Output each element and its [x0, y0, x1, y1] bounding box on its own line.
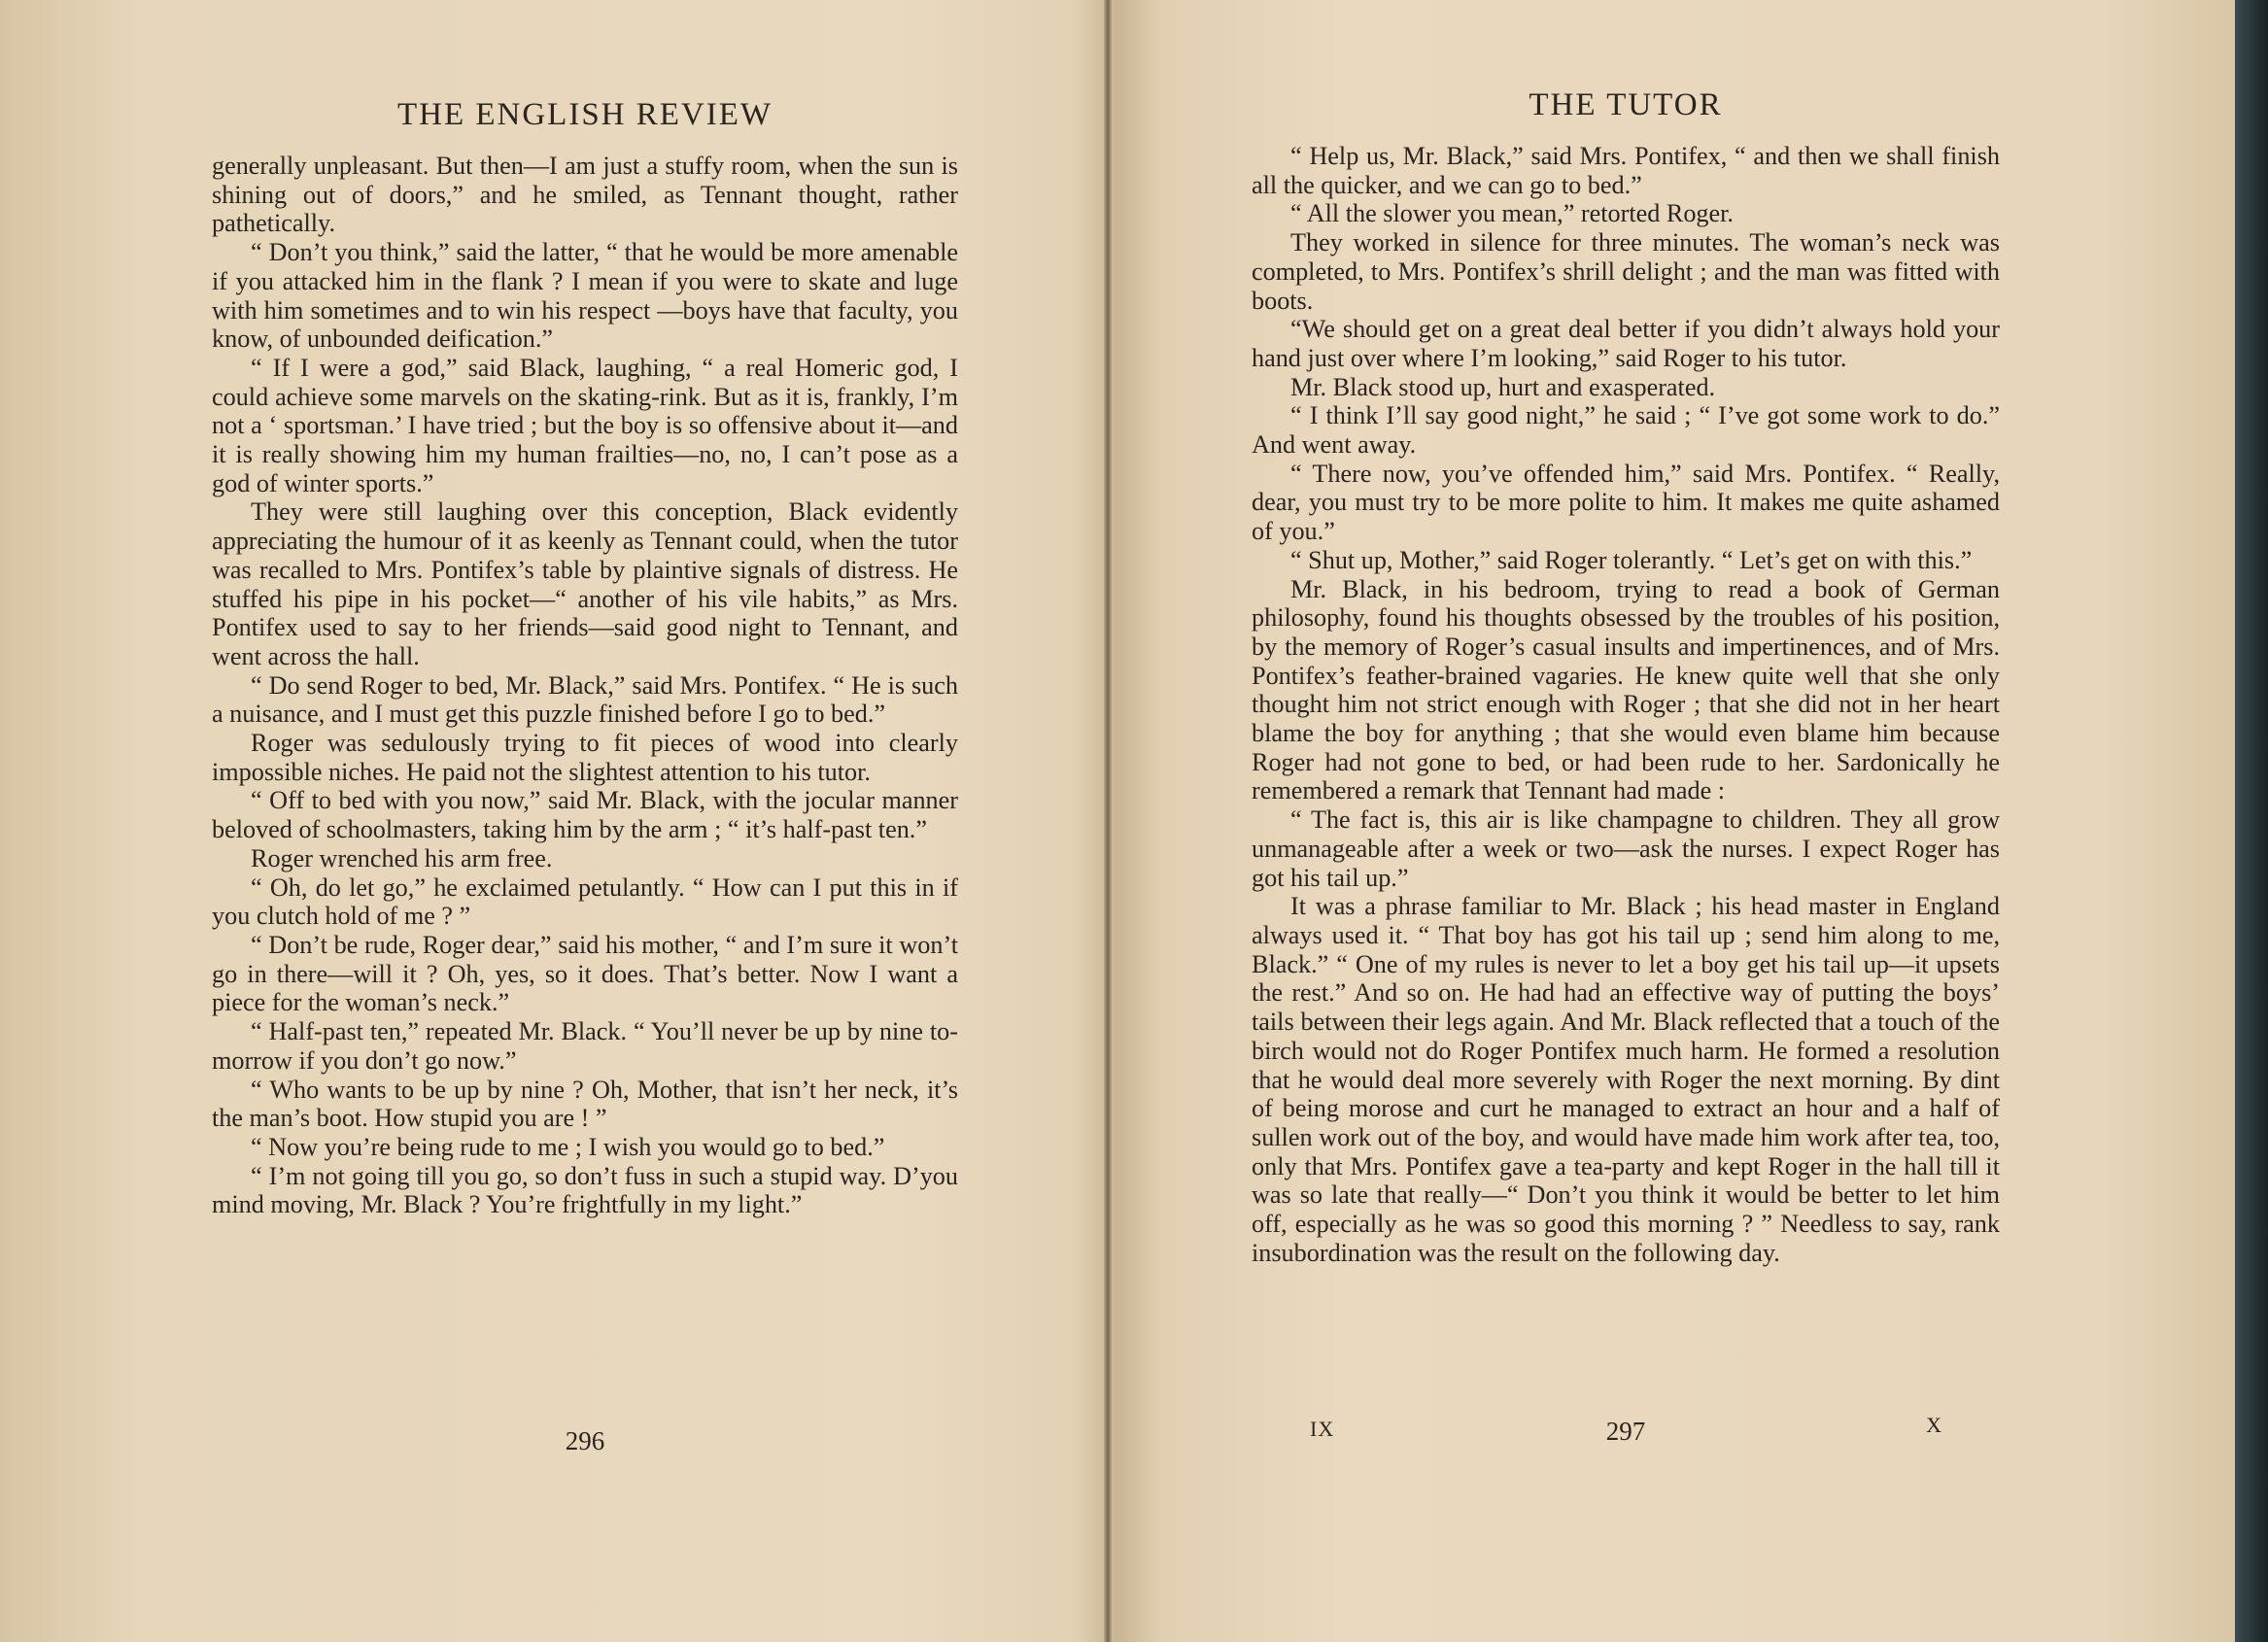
paragraph: “ Oh, do let go,” he exclaimed petulantly. “ How can I put this in if you clutch hold of me ? ”	[212, 872, 958, 931]
paragraph: It was a phrase familiar to Mr. Black ; his head master in England always used it. “ That boy has got his tail up ; send him along to me, Black.” “ One of my rules is never to let a boy get his tail up—it upsets the rest.” And so on. He had had an effective way of putting the boys’ tails between their legs again. And Mr. Black reflected that a touch of the birch would not do Roger Pontifex much harm. He formed a resolution that he would deal more severely with Roger the next morning. By dint of being morose and curt he managed to extract an hour and a half of sullen work out of the boy, and would have made him work after tea, too, only that Mrs. Pontifex gave a tea-party and kept Roger in the hall till it was so late that really—“ Don’t you think it would be better to let him off, especially as he was so good this morning ? ” Needless to say, rank insubordination was the result on the following day.	[1252, 892, 2000, 1267]
paragraph: “ Now you’re being rude to me ; I wish you would go to bed.”	[251, 1132, 885, 1161]
paragraph: generally unpleasant. But then—I am just a stuffy room, when the sun is shining out of doors,” and he smiled, as Tennant thought, rather pathetically.	[212, 152, 958, 238]
paragraph: “ If I were a god,” said Black, laughing, “ a real Homeric god, I could achieve some marvels on the skating-rink. But as it is, frankly, I’m not a ‘ sportsman.’ I have tried ; but the boy is so offensive about it—and it is really showing him my human frailties—no, no, I can’t pose as a god of winter sports.”	[212, 353, 958, 497]
running-head-right: THE TUTOR	[1529, 87, 1723, 122]
paragraph: “ Don’t you think,” said the latter, “ that he would be more amenable if you attacked him in the flank ? I mean if you were to skate and luge with him sometimes and to win his respect —boys have that faculty, you know, of unbounded deification.”	[212, 238, 958, 354]
paragraph: “ Don’t be rude, Roger dear,” said his mother, “ and I’m sure it won’t go in there—will it ? Oh, yes, so it does. That’s better. Now I want a piece for the woman’s neck.”	[212, 930, 958, 1017]
paragraph: “ Help us, Mr. Black,” said Mrs. Pontifex, “ and then we shall finish all the quicker, and we can go to bed.”	[1252, 142, 2000, 199]
paragraph: Roger was sedulously trying to fit pieces of wood into clearly impossible niches. He paid not the slightest attention to his tutor.	[212, 729, 958, 786]
paragraph: They were still laughing over this conception, Black evidently appreciating the humour of it as keenly as Tennant could, when the tutor was recalled to Mrs. Pontifex’s table by plaintive signals of distress. He stuffed his pipe in his pocket—“ another of his vile habits,” as Mrs. Pontifex used to say to her friends—said good night to Tennant, and went across the hall.	[212, 497, 958, 670]
paragraph: “ All the slower you mean,” retorted Roger.	[1290, 199, 1734, 228]
paragraph: “ The fact is, this air is like champagne to children. They all grow unmanageable after a week or two—ask the nurses. I expect Roger has got his tail up.”	[1252, 805, 2000, 892]
book-cover-edge	[2235, 0, 2268, 1642]
left-page-text	[212, 152, 958, 1219]
signature-mark-right: X	[1926, 1413, 1942, 1437]
paragraph: Mr. Black stood up, hurt and exasperated.	[1290, 372, 1716, 401]
paragraph: “ Do send Roger to bed, Mr. Black,” said Mrs. Pontifex. “ He is such a nuisance, and I must get this puzzle finished before I go to bed.”	[212, 670, 958, 729]
right-page	[1252, 0, 2000, 1642]
left-page	[212, 0, 958, 1642]
paragraph: “ Half-past ten,” repeated Mr. Black. “ You’ll never be up by nine to-morrow if you don’t go now.”	[212, 1017, 958, 1075]
paragraph: Mr. Black, in his bedroom, trying to read a book of German philosophy, found his thoughts obsessed by the troubles of his position, by the memory of Roger’s casual insults and impertinences, and of Mrs. Pontifex’s feather-brained vagaries. He knew quite well that she only thought him not strict enough with Roger ; that she did not in her heart blame the boy for anything ; that she would even blame him because Roger had not gone to bed, or had been rude to her. Sardonically he remembered a remark that Tennant had made :	[1252, 574, 2000, 805]
paragraph: “ Who wants to be up by nine ? Oh, Mother, that isn’t her neck, it’s the man’s boot. How stupid you are ! ”	[212, 1075, 958, 1133]
paragraph: “ Off to bed with you now,” said Mr. Black, with the jocular manner beloved of schoolmasters, taking him by the arm ; “ it’s half-past ten.”	[212, 786, 958, 844]
paragraph: “ I’m not going till you go, so don’t fuss in such a stupid way. D’you mind moving, Mr. Black ? You’re frightfully in my light.”	[212, 1161, 958, 1219]
page-number-left: 296	[565, 1426, 605, 1455]
paragraph: “ I think I’ll say good night,” he said ; “ I’ve got some work to do.” And went away.	[1252, 401, 2000, 460]
paragraph: “We should get on a great deal better if you didn’t always hold your hand just over where I’m looking,” said Roger to his tutor.	[1252, 315, 2000, 372]
paragraph: They worked in silence for three minutes. The woman’s neck was completed, to Mrs. Pontifex’s shrill delight ; and the man was fitted with boots.	[1252, 228, 2000, 315]
signature-mark-left: IX	[1310, 1417, 1335, 1441]
book-gutter	[1104, 0, 1112, 1642]
paragraph: “ There now, you’ve offended him,” said Mrs. Pontifex. “ Really, dear, you must try to be more polite to him. It makes me quite ashamed of you.”	[1252, 459, 2000, 546]
paragraph: “ Shut up, Mother,” said Roger tolerantly. “ Let’s get on with this.”	[1290, 545, 1973, 574]
paragraph: Roger wrenched his arm free.	[251, 843, 553, 872]
right-page-text	[1252, 142, 2000, 1267]
page-number-right: 297	[1605, 1417, 1646, 1446]
running-head-left: THE ENGLISH REVIEW	[396, 97, 773, 132]
